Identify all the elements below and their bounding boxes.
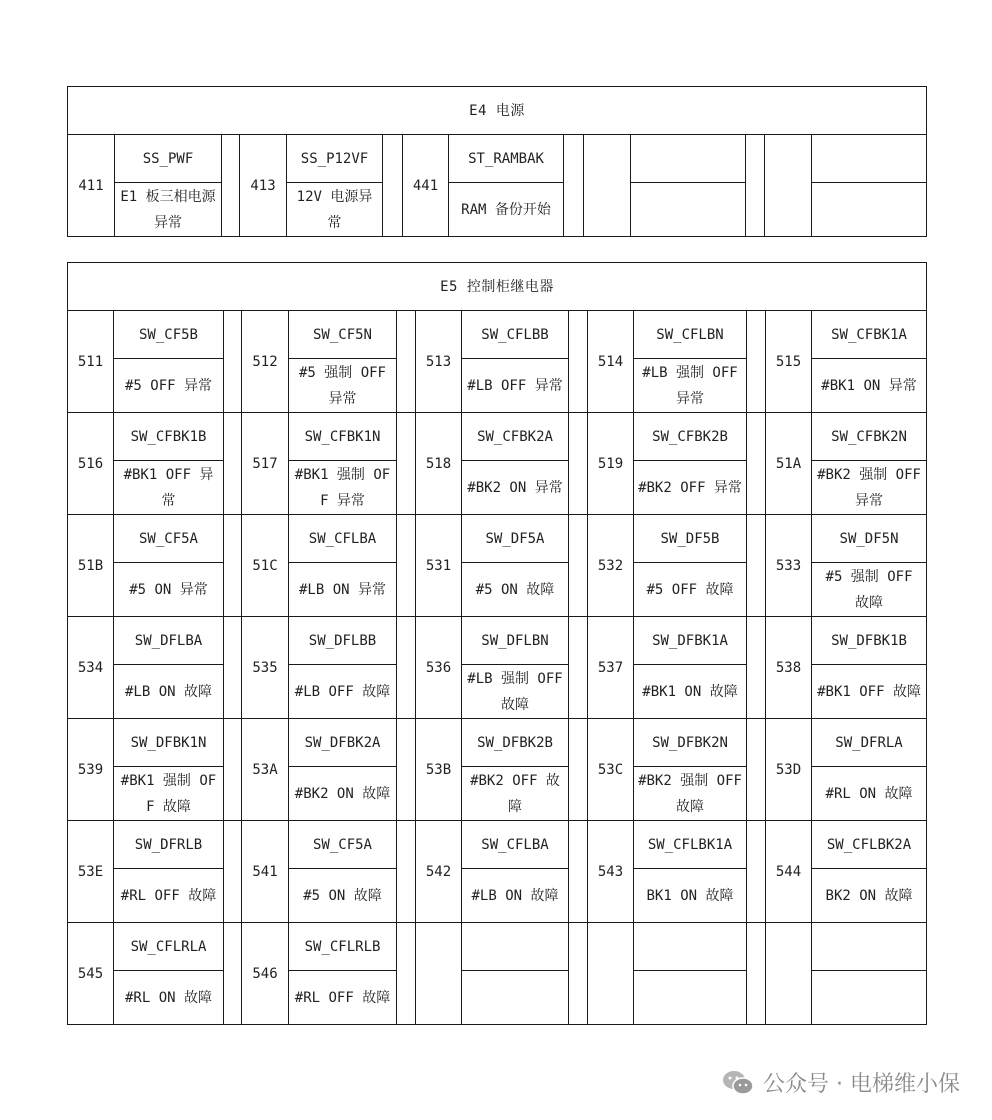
code-cell: [766, 923, 812, 1025]
spacer-cell: [224, 923, 242, 1025]
description-cell: 12V 电源异常: [287, 183, 383, 237]
code-cell: 51A: [766, 413, 812, 515]
code-cell: [584, 135, 631, 237]
code-cell: 541: [242, 821, 289, 923]
code-cell: 545: [68, 923, 114, 1025]
spacer-cell: [569, 413, 588, 515]
e4-power-table: [67, 86, 927, 237]
code-cell: 532: [588, 515, 634, 617]
signal-name-cell: [812, 923, 927, 971]
spacer-cell: [569, 821, 588, 923]
code-cell: 53C: [588, 719, 634, 821]
code-cell: 535: [242, 617, 289, 719]
code-cell: 53E: [68, 821, 114, 923]
code-cell: 515: [766, 311, 812, 413]
spacer-cell: [564, 135, 584, 237]
code-cell: 513: [416, 311, 462, 413]
signal-name-cell: SS_P12VF: [287, 135, 383, 183]
description-cell: [812, 971, 927, 1025]
signal-name-cell: SW_CFLBB: [462, 311, 569, 359]
spacer-cell: [222, 135, 240, 237]
signal-name-cell: SW_DFLBN: [462, 617, 569, 665]
signal-name-cell: SW_DFBK1N: [114, 719, 224, 767]
watermark: [721, 1067, 960, 1098]
signal-name-cell: SW_CFBK1A: [812, 311, 927, 359]
code-cell: 531: [416, 515, 462, 617]
description-cell: BK1 ON 故障: [634, 869, 747, 923]
description-cell: #LB ON 异常: [289, 563, 397, 617]
watermark-text: 公众号 · 电梯维小保: [763, 1072, 960, 1097]
spacer-cell: [397, 923, 416, 1025]
spacer-cell: [569, 719, 588, 821]
signal-name-cell: SW_DFLBB: [289, 617, 397, 665]
spacer-cell: [747, 923, 766, 1025]
code-cell: 51C: [242, 515, 289, 617]
spacer-cell: [747, 311, 766, 413]
signal-name-cell: SW_CFLBA: [462, 821, 569, 869]
signal-name-cell: SW_DFBK1A: [634, 617, 747, 665]
signal-name-cell: SW_CF5A: [114, 515, 224, 563]
spacer-cell: [224, 413, 242, 515]
signal-name-cell: SW_CFBK1N: [289, 413, 397, 461]
spacer-cell: [747, 719, 766, 821]
description-cell: #RL OFF 故障: [289, 971, 397, 1025]
spacer-cell: [224, 311, 242, 413]
signal-name-cell: SW_CFLBK1A: [634, 821, 747, 869]
table-title: E4 电源: [68, 87, 927, 135]
code-cell: 543: [588, 821, 634, 923]
code-cell: 53A: [242, 719, 289, 821]
signal-name-cell: SW_CFLBN: [634, 311, 747, 359]
description-cell: #LB 强制 OFF 故障: [462, 665, 569, 719]
description-cell: #RL ON 故障: [812, 767, 927, 821]
description-cell: #RL OFF 故障: [114, 869, 224, 923]
description-cell: #LB ON 故障: [462, 869, 569, 923]
spacer-cell: [569, 515, 588, 617]
signal-name-cell: [634, 923, 747, 971]
e5-relay-table: [67, 262, 927, 1025]
spacer-cell: [397, 515, 416, 617]
code-cell: 533: [766, 515, 812, 617]
code-cell: 538: [766, 617, 812, 719]
signal-name-cell: SW_DF5N: [812, 515, 927, 563]
description-cell: [631, 183, 746, 237]
description-cell: #BK1 强制 OFF 故障: [114, 767, 224, 821]
description-cell: #BK1 强制 OFF 异常: [289, 461, 397, 515]
code-cell: [416, 923, 462, 1025]
description-cell: #LB OFF 异常: [462, 359, 569, 413]
spacer-cell: [397, 719, 416, 821]
signal-name-cell: SW_DFRLA: [812, 719, 927, 767]
spacer-cell: [397, 821, 416, 923]
code-cell: 413: [240, 135, 287, 237]
signal-name-cell: [631, 135, 746, 183]
spacer-cell: [747, 413, 766, 515]
spacer-cell: [569, 311, 588, 413]
code-cell: [588, 923, 634, 1025]
signal-name-cell: SW_DFBK2B: [462, 719, 569, 767]
description-cell: [462, 971, 569, 1025]
signal-name-cell: SW_DF5A: [462, 515, 569, 563]
signal-name-cell: SW_CF5N: [289, 311, 397, 359]
code-cell: 542: [416, 821, 462, 923]
signal-name-cell: SW_DF5B: [634, 515, 747, 563]
description-cell: #LB ON 故障: [114, 665, 224, 719]
code-cell: 516: [68, 413, 114, 515]
code-cell: 537: [588, 617, 634, 719]
description-cell: #BK2 OFF 故障: [462, 767, 569, 821]
description-cell: #BK2 ON 故障: [289, 767, 397, 821]
code-cell: [765, 135, 812, 237]
spacer-cell: [383, 135, 403, 237]
code-cell: 411: [68, 135, 115, 237]
spacer-cell: [569, 617, 588, 719]
description-cell: #BK1 ON 故障: [634, 665, 747, 719]
description-cell: #BK2 强制 OFF 故障: [634, 767, 747, 821]
signal-name-cell: SW_CFBK2N: [812, 413, 927, 461]
signal-name-cell: SW_CFLRLB: [289, 923, 397, 971]
description-cell: RAM 备份开始: [449, 183, 564, 237]
signal-name-cell: SW_CFLRLA: [114, 923, 224, 971]
code-cell: 512: [242, 311, 289, 413]
spacer-cell: [224, 515, 242, 617]
code-cell: 514: [588, 311, 634, 413]
code-cell: 544: [766, 821, 812, 923]
spacer-cell: [747, 515, 766, 617]
spacer-cell: [569, 923, 588, 1025]
signal-name-cell: SW_CFBK2B: [634, 413, 747, 461]
spacer-cell: [397, 617, 416, 719]
description-cell: #BK2 OFF 异常: [634, 461, 747, 515]
code-cell: 53D: [766, 719, 812, 821]
code-cell: 519: [588, 413, 634, 515]
spacer-cell: [746, 135, 765, 237]
signal-name-cell: SW_CF5B: [114, 311, 224, 359]
description-cell: #LB OFF 故障: [289, 665, 397, 719]
description-cell: #5 ON 故障: [289, 869, 397, 923]
description-cell: #LB 强制 OFF 异常: [634, 359, 747, 413]
spacer-cell: [224, 719, 242, 821]
signal-name-cell: SW_DFBK2N: [634, 719, 747, 767]
description-cell: BK2 ON 故障: [812, 869, 927, 923]
signal-name-cell: SW_DFBK2A: [289, 719, 397, 767]
spacer-cell: [397, 311, 416, 413]
description-cell: #BK2 ON 异常: [462, 461, 569, 515]
signal-name-cell: SW_CF5A: [289, 821, 397, 869]
description-cell: #5 OFF 异常: [114, 359, 224, 413]
wechat-icon: [721, 1069, 755, 1097]
spacer-cell: [747, 617, 766, 719]
description-cell: #5 OFF 故障: [634, 563, 747, 617]
table-title: E5 控制柜继电器: [68, 263, 927, 311]
description-cell: [812, 183, 927, 237]
spacer-cell: [224, 821, 242, 923]
signal-name-cell: [812, 135, 927, 183]
signal-name-cell: [462, 923, 569, 971]
signal-name-cell: SW_CFBK1B: [114, 413, 224, 461]
description-cell: #RL ON 故障: [114, 971, 224, 1025]
description-cell: #5 强制 OFF 异常: [289, 359, 397, 413]
spacer-cell: [224, 617, 242, 719]
signal-name-cell: SW_DFBK1B: [812, 617, 927, 665]
spacer-cell: [397, 413, 416, 515]
signal-name-cell: SW_CFLBK2A: [812, 821, 927, 869]
code-cell: 51B: [68, 515, 114, 617]
description-cell: #BK1 OFF 异常: [114, 461, 224, 515]
code-cell: 539: [68, 719, 114, 821]
code-cell: 517: [242, 413, 289, 515]
signal-name-cell: SW_DFLBA: [114, 617, 224, 665]
signal-name-cell: SS_PWF: [115, 135, 222, 183]
code-cell: 441: [403, 135, 449, 237]
description-cell: #BK2 强制 OFF 异常: [812, 461, 927, 515]
code-cell: 536: [416, 617, 462, 719]
code-cell: 518: [416, 413, 462, 515]
signal-name-cell: SW_CFLBA: [289, 515, 397, 563]
description-cell: #BK1 ON 异常: [812, 359, 927, 413]
code-cell: 546: [242, 923, 289, 1025]
spacer-cell: [747, 821, 766, 923]
description-cell: #5 ON 故障: [462, 563, 569, 617]
description-cell: #BK1 OFF 故障: [812, 665, 927, 719]
description-cell: #5 强制 OFF 故障: [812, 563, 927, 617]
code-cell: 534: [68, 617, 114, 719]
description-cell: E1 板三相电源异常: [115, 183, 222, 237]
signal-name-cell: SW_CFBK2A: [462, 413, 569, 461]
code-cell: 511: [68, 311, 114, 413]
signal-name-cell: SW_DFRLB: [114, 821, 224, 869]
description-cell: #5 ON 异常: [114, 563, 224, 617]
description-cell: [634, 971, 747, 1025]
signal-name-cell: ST_RAMBAK: [449, 135, 564, 183]
code-cell: 53B: [416, 719, 462, 821]
